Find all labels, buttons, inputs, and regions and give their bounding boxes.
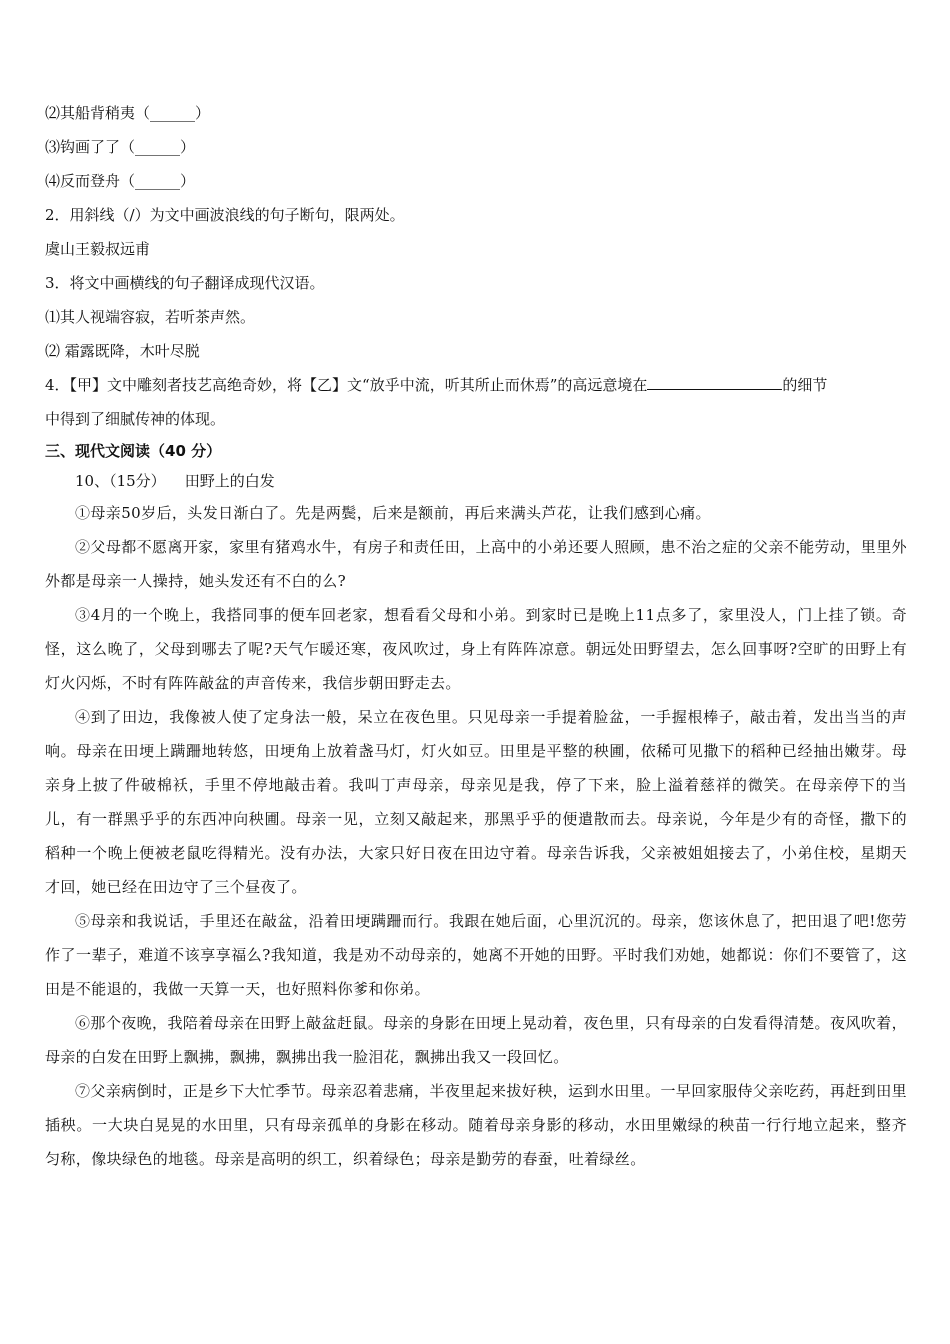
question-2-sentence: 虞山王毅叔远甫 — [45, 240, 151, 258]
question-title-line — [45, 466, 907, 496]
passage-paragraph: ⑥那个夜晚，我陪着母亲在田野上敲盆赶鼠。母亲的身影在田埂上晃动着，夜色里，只有母亲的白发看得清楚。夜风吹着，母亲的白发在田野上飘拂，飘拂，飘拂出我一脸泪花，飘拂出我又一段回忆。 — [45, 1014, 907, 1066]
question-4-before: 4．【甲】文中雕刻者技艺高绝奇妙，将【乙】文“放乎中流，听其所止而休焉”的高远意境在 — [45, 376, 648, 394]
answer-blank[interactable] — [647, 374, 782, 390]
question-3-prompt: 3．将文中画横线的句子翻译成现代汉语。 — [45, 274, 325, 292]
passage-paragraph: ⑤母亲和我说话，手里还在敲盆，沿着田埂蹒跚而行。我跟在她后面，心里沉沉的。母亲，您该休息了，把田退了吧!您劳作了一辈子，难道不该享享福么?我知道，我是劝不动母亲的，她离不开她的田野。平时我们劝她，她都说：你们不要管了，这田是不能退的，我做一天算一天，也好照料你爹和你弟。 — [45, 912, 907, 998]
section-heading: 三、现代文阅读（40 分） — [45, 442, 222, 460]
passage-paragraph: ④到了田边，我像被人使了定身法一般，呆立在夜色里。只见母亲一手提着脸盆，一手握根棒子，敲击着，发出当当的声响。母亲在田埂上蹒跚地转悠，田埂角上放着盏马灯，灯火如豆。田里是平整的秧圃，依稀可见撒下的稻种已经抽出嫩芽。母亲身上披了件破棉袄，手里不停地敲击着。我叫丁声母亲，母亲见是我，停了下来，脸上溢着慈祥的微笑。在母亲停下的当儿，有一群黑乎乎的东西冲向秧圃。母亲一见，立刻又敲起来，那黑乎乎的便遣散而去。母亲说，今年是少有的奇怪，撒下的稻种一个晚上便被老鼠吃得精光。没有办法，大家只好日夜在田边守着。母亲告诉我，父亲被姐姐接去了，小弟住校，星期天才回，她已经在田边守了三个昼夜了。 — [45, 708, 907, 896]
question-2-prompt: 2．用斜线（/）为文中画波浪线的句子断句，限两处。 — [45, 206, 405, 224]
question-3-item-2: ⑵ 霜露既降，木叶尽脱 — [45, 342, 200, 360]
subquestion-2: ⑵其船背稍夷（______） — [45, 104, 211, 122]
subquestion-3: ⑶钩画了了（______） — [45, 138, 196, 156]
question-4 — [45, 368, 907, 402]
question-3-item-1: ⑴其人视端容寂，若听茶声然。 — [45, 308, 256, 326]
document-page — [45, 96, 907, 1176]
passage-title: 田野上的白发 — [184, 472, 275, 490]
subquestion-4: ⑷反而登舟（______） — [45, 172, 196, 190]
question-label: 10、（15分） — [75, 472, 166, 490]
question-4-after: 的细节 — [782, 376, 828, 394]
passage-paragraph: ①母亲50岁后，头发日渐白了。先是两鬓，后来是额前，再后来满头芦花，让我们感到心痛。 — [75, 504, 711, 522]
passage-paragraph: ②父母都不愿离开家，家里有猪鸡水牛，有房子和责任田，上高中的小弟还要人照顾，患不治之症的父亲不能劳动，里里外外都是母亲一人操持，她头发还有不白的么? — [45, 538, 907, 590]
passage-paragraph: ⑦父亲病倒时，正是乡下大忙季节。母亲忍着悲痛，半夜里起来拔好秧，运到水田里。一早回家服侍父亲吃药，再赶到田里插秧。一大块白晃晃的水田里，只有母亲孤单的身影在移动。随着母亲身影的移动，水田里嫩绿的秧苗一行行地立起来，整齐匀称，像块绿色的地毯。母亲是高明的织工，织着绿色；母亲是勤劳的春蚕，吐着绿丝。 — [45, 1082, 907, 1168]
question-4-continuation: 中得到了细腻传神的体现。 — [45, 410, 226, 428]
passage-paragraph: ③4月的一个晚上，我搭同事的便车回老家，想看看父母和小弟。到家时已是晚上11点多了，家里没人，门上挂了锁。奇怪，这么晚了，父母到哪去了呢?天气乍暖还寒，夜风吹过，身上有阵阵凉意。朝远处田野望去，怎么回事呀?空旷的田野上有灯火闪烁，不时有阵阵敲盆的声音传来，我信步朝田野走去。 — [45, 606, 907, 692]
